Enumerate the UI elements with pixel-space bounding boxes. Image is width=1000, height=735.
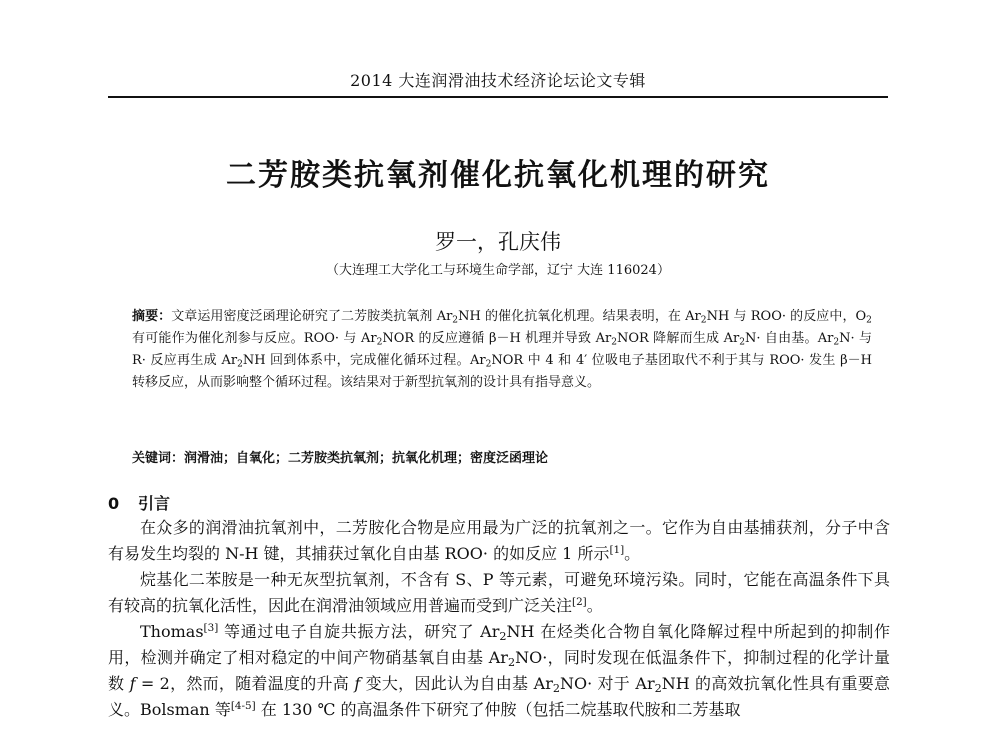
paragraph-text: NH 在烃类化合物自氧化降解过程中所起到的抑制作用，检测并确定了相对稳定的中间产物硝基氧自由基 Ar: [108, 622, 890, 667]
keywords: [132, 448, 872, 470]
math-symbol: f: [129, 674, 136, 693]
paragraph-text: Thomas: [140, 622, 204, 641]
paragraph-text: 变大，因此认为自由基 Ar: [360, 674, 553, 693]
paragraph-text: 在众多的润滑油抗氧剂中，二芳胺化合物是应用最为广泛的抗氧剂之一。它作为自由基捕获剂，分子中含有易发生均裂的 N-H 键，其捕获过氧化自由基 ROO· 的如反应 1 所示: [108, 518, 890, 563]
author-affiliation: （大连理工大学化工与环境生命学部，辽宁 大连 116024）: [326, 263, 670, 278]
subscript: 2: [507, 655, 516, 669]
citation: [2]: [572, 595, 587, 608]
abstract-text-2: NH 的催化抗氧化机理。结果表明，在 Ar: [458, 309, 701, 324]
paragraph-text: 。: [624, 544, 641, 563]
subscript: 2: [485, 359, 492, 370]
subscript: 2: [452, 315, 459, 326]
abstract-label: 摘要：: [132, 309, 172, 324]
keywords-label: 关键词：: [132, 451, 185, 466]
paragraph-text: NH 的高效抗氧化性具有重要意义。Bolsman 等: [108, 674, 890, 719]
subscript: 2: [552, 681, 560, 695]
subscript: 2: [739, 337, 745, 348]
keywords-text: 润滑油；自氧化；二芳胺类抗氧剂；抗氧化机理；密度泛函理论: [184, 451, 549, 466]
abstract-text-7: N· 自由基。Ar: [745, 331, 834, 346]
body-text: [108, 515, 890, 723]
paragraph: [108, 567, 890, 619]
abstract-text-9: NH 回到体系中，完成催化循环过程。Ar: [242, 353, 486, 368]
citation: [1]: [609, 543, 625, 556]
abstract-text-1: 文章运用密度泛函理论研究了二芳胺类抗氧剂 Ar: [171, 309, 453, 324]
subscript: 2: [833, 337, 840, 348]
paragraph-text: 等通过电子自旋共振方法，研究了 Ar: [218, 622, 500, 641]
paragraph-text: 在 130 ℃ 的高温条件下研究了仲胺（包括二烷基取代胺和二芳基取: [255, 700, 741, 719]
abstract-text-5: NOR 的反应遵循 β－H 机理并导致 Ar: [382, 331, 612, 346]
abstract-text-3: NH 与 ROO· 的反应中，O: [706, 309, 867, 324]
paragraph-text: NO·，同时发现在低温条件下，抑制过程的化学计量数: [108, 648, 890, 693]
paper-title: 二芳胺类抗氧剂催化抗氧化机理的研究: [226, 158, 770, 193]
paragraph-text: 烷基化二苯胺是一种无灰型抗氧剂，不含有 S、P 等元素，可避免环境污染。同时，它能在高温条件下具有较高的抗氧化活性，因此在润滑油领域应用普遍而受到广泛关注: [108, 570, 890, 615]
paragraph: [108, 619, 890, 723]
abstract: [132, 306, 872, 394]
subscript: 2: [376, 337, 383, 348]
subscript: 2: [499, 629, 507, 643]
abstract-text-10: NOR 中 4 和 4′ 位吸电子基团取代不利于其与 ROO· 发生 β－H 转移反应，从而影响整个循环过程。该结果对于新型抗氧剂的设计具有指导意义。: [132, 353, 872, 390]
paragraph-text: = 2，然而，随着温度的升高: [135, 674, 355, 693]
paragraph-text: 。: [586, 596, 603, 615]
paper-authors: 罗一，孔庆伟: [435, 230, 561, 254]
abstract-text-8: N· 与 R· 反应再生成 Ar: [132, 331, 872, 368]
running-header: 2014 大连润滑油技术经济论坛论文专辑: [350, 71, 646, 90]
citation: [3]: [203, 621, 219, 634]
header-rule: [108, 96, 888, 98]
paragraph-text: NO· 对于 Ar: [559, 674, 655, 693]
subscript: 2: [700, 315, 707, 326]
section-heading: [108, 491, 170, 514]
abstract-text-4: 有可能作为催化剂参与反应。ROO· 与 Ar: [132, 331, 377, 346]
paragraph: [108, 515, 890, 567]
subscript: 2: [237, 359, 243, 370]
subscript: 2: [866, 315, 872, 326]
subscript: 2: [611, 337, 617, 348]
abstract-text-6: NOR 降解而生成 Ar: [617, 331, 740, 346]
section-number: 0: [108, 494, 120, 513]
subscript: 2: [654, 681, 662, 695]
citation: [4-5]: [230, 699, 256, 712]
section-title: 引言: [138, 494, 171, 513]
math-symbol: f: [354, 674, 361, 693]
